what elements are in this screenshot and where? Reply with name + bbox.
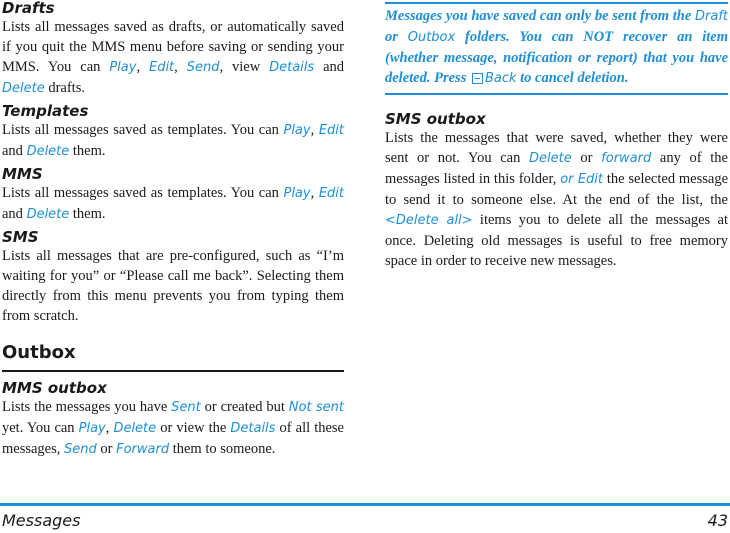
- edit-keyword: Edit: [318, 186, 345, 201]
- templates-heading: Templates: [2, 102, 89, 120]
- back-key-icon: [472, 73, 483, 84]
- edit-keyword: or Edit: [560, 172, 604, 187]
- draft-keyword: Draft: [695, 9, 728, 24]
- templates-section: [2, 103, 344, 162]
- drafts-text: Lists all messages saved as drafts, or automatically saved if you quit the MMS menu before saving or sending your MMS. You can Play, Edit, Send, view Details and Delete drafts.: [2, 19, 345, 96]
- mms-outbox-section: [2, 380, 344, 460]
- mms-outbox-text: Lists the messages you have Sent or created but Not sent yet. You can Play, Delete or view the Details of all these messages, Send or Forward them to someone.: [2, 399, 344, 457]
- sms-outbox-section: [385, 111, 728, 271]
- delete-all-keyword: <Delete all>: [385, 213, 473, 228]
- forward-keyword: forward: [601, 151, 652, 166]
- sent-keyword: Sent: [171, 400, 201, 415]
- edit-keyword: Edit: [318, 123, 345, 138]
- sms-outbox-text: Lists the messages that were saved, whether they were sent or not. You can Delete or forward any of the messages listed in this folder, or Edit the selected message to send it to someone else. At the end of the list, the <Delete all> items you to delete all the messages at once. Deleting old messages is useful to free memory space in order to receive new messages.: [385, 130, 729, 269]
- mms-heading: MMS: [2, 165, 43, 183]
- right-column: [385, 0, 728, 275]
- footer-rule: [0, 503, 730, 506]
- delete-keyword: Delete: [2, 81, 45, 96]
- delete-keyword: Delete: [113, 421, 157, 436]
- deletion-note: Messages you have saved can only be sent from the Draft or Outbox folders. You can NOT recover an item (whether message, notification or report) that you have deleted. Press Back to cancel deletion.: [385, 2, 728, 95]
- play-keyword: Play: [283, 186, 311, 201]
- footer-section-name: Messages: [2, 511, 81, 530]
- drafts-heading: Drafts: [2, 0, 55, 17]
- play-keyword: Play: [283, 123, 311, 138]
- details-keyword: Details: [269, 60, 315, 75]
- back-keyword: Back: [484, 71, 517, 86]
- sms-heading: SMS: [2, 228, 39, 246]
- mms-outbox-heading: MMS outbox: [2, 379, 107, 397]
- details-keyword: Details: [230, 421, 276, 436]
- delete-keyword: Delete: [26, 207, 70, 222]
- drafts-section: [2, 0, 344, 99]
- edit-keyword: Edit: [148, 60, 175, 75]
- play-keyword: Play: [109, 60, 137, 75]
- delete-keyword: Delete: [529, 151, 572, 166]
- sms-text: Lists all messages that are pre-configured, such as “I’m waiting for you” or “Please call me back”. Selecting them directly from this menu prevents you from typing them from scratch.: [2, 248, 344, 324]
- left-column: [2, 0, 344, 464]
- send-keyword: Send: [186, 60, 220, 75]
- sms-section: [2, 229, 344, 326]
- play-keyword: Play: [78, 421, 106, 436]
- forward-keyword: Forward: [116, 442, 170, 457]
- templates-text: Lists all messages saved as templates. You can Play, Edit and Delete them.: [2, 122, 345, 159]
- page-number: 43: [707, 511, 728, 530]
- mms-text: Lists all messages saved as templates. You can Play, Edit and Delete them.: [2, 185, 345, 222]
- send-keyword: Send: [64, 442, 97, 457]
- outbox-title: Outbox: [2, 340, 344, 372]
- delete-keyword: Delete: [26, 144, 70, 159]
- outbox-keyword: Outbox: [407, 30, 456, 45]
- not-sent-keyword: Not sent: [288, 400, 344, 415]
- mms-section: [2, 166, 344, 225]
- sms-outbox-heading: SMS outbox: [385, 110, 486, 128]
